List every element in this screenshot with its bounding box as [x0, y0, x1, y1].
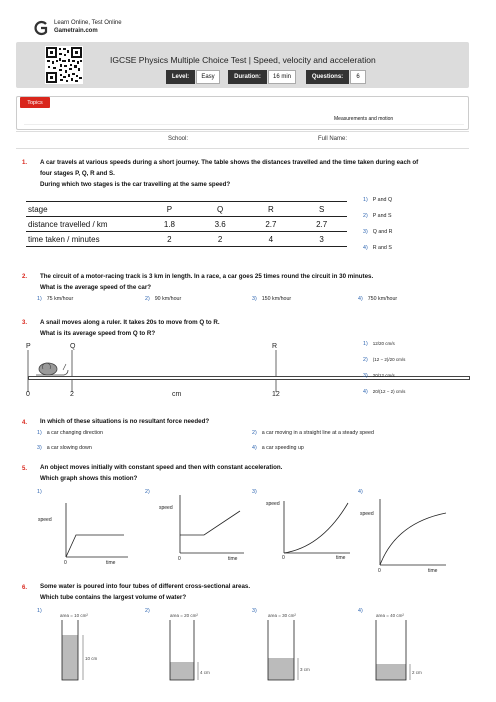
answer-option[interactable]: 1) 12/20 cm/s: [363, 341, 395, 347]
tube-area-label: area = 20 cm²: [170, 613, 198, 618]
question-line: Some water is poured into four tubes of different cross-sectional areas.: [40, 583, 251, 590]
level-label: Level:: [166, 70, 195, 84]
question-number: 1.: [22, 160, 28, 166]
question-number: 3.: [22, 320, 28, 326]
speed-time-graph-1: [36, 495, 136, 565]
table-cell: P: [144, 202, 195, 217]
duration-value: 16 min: [268, 70, 296, 84]
answer-option[interactable]: 1) 75 km/hour: [37, 296, 74, 302]
table-cell: distance travelled / km: [26, 217, 144, 232]
question-line: What is its average speed from Q to R?: [40, 330, 156, 337]
table-cell: S: [296, 202, 347, 217]
question-line: A snail moves along a ruler. It takes 20s to move from Q to R.: [40, 319, 220, 326]
stage-table: [26, 201, 347, 247]
speed-time-graph-2: [144, 495, 244, 565]
table-cell: 3: [296, 232, 347, 247]
graph-y-label: speed: [360, 511, 374, 517]
answer-option[interactable]: 4) 750 km/hour: [358, 296, 398, 302]
fullname-label: Full Name:: [318, 136, 348, 142]
answer-option[interactable]: 4): [358, 608, 363, 614]
table-cell: stage: [26, 202, 144, 217]
answer-option[interactable]: 2) 90 km/hour: [145, 296, 182, 302]
answer-option[interactable]: 1) a car changing direction: [37, 430, 103, 436]
tube-area-label: area = 30 cm²: [268, 613, 296, 618]
page-title: IGCSE Physics Multiple Choice Test | Speed, velocity and acceleration: [110, 55, 376, 65]
ruler-label-q: Q: [70, 343, 76, 350]
speed-time-graph-4: [356, 495, 466, 574]
table-cell: 3.6: [195, 217, 246, 232]
question-line: four stages P, Q, R and S.: [40, 170, 115, 177]
graph-origin: 0: [64, 560, 67, 566]
table-cell: 2: [144, 232, 195, 247]
speed-time-graph-3: [252, 495, 352, 565]
brand-site[interactable]: Gametrain.com: [54, 28, 98, 34]
tube-height-label: 4 cm: [200, 670, 210, 675]
tube-height-label: 2 cm: [412, 670, 422, 675]
questions-value: 6: [350, 70, 366, 84]
table-cell: R: [246, 202, 297, 217]
question-line: The circuit of a motor-racing track is 3 km in length. In a race, a car goes 25 times round the circuit in 30 minutes.: [40, 273, 374, 280]
answer-option[interactable]: 3): [252, 489, 257, 495]
graph-y-label: speed: [266, 501, 280, 507]
table-cell: 1.8: [144, 217, 195, 232]
table-cell: 4: [246, 232, 297, 247]
answer-option[interactable]: 4) R and S: [363, 245, 392, 251]
question-4-text: [40, 416, 480, 427]
question-line: During which two stages is the car travelling at the same speed?: [40, 181, 231, 188]
question-number: 2.: [22, 274, 28, 280]
table-cell: time taken / minutes: [26, 232, 144, 247]
answer-option[interactable]: 2) (12 − 2)/20 cm/s: [363, 357, 406, 363]
table-cell: 2.7: [246, 217, 297, 232]
tube-height-label: 10 cm: [85, 656, 98, 661]
graph-x-label: time: [228, 556, 238, 562]
graph-origin: 0: [282, 555, 285, 561]
answer-option[interactable]: 2): [145, 608, 150, 614]
school-label: School:: [168, 136, 189, 142]
ruler-label-0: 0: [26, 391, 30, 398]
level-value: Easy: [196, 70, 220, 84]
question-line: An object moves initially with constant speed and then with constant acceleration.: [40, 464, 283, 471]
table-row: [26, 232, 347, 247]
tube-area-label: area = 10 cm²: [60, 613, 88, 618]
brand-text: [54, 19, 122, 35]
tube-4: [372, 610, 434, 682]
answer-option[interactable]: 3) Q and R: [363, 229, 393, 235]
questions-label: Questions:: [306, 70, 349, 84]
answer-option[interactable]: 2) P and S: [363, 213, 392, 219]
ruler-label-unit: cm: [172, 391, 182, 398]
question-5-text: [40, 462, 480, 484]
divider: [16, 131, 469, 132]
question-number: 6.: [22, 585, 28, 591]
snail-icon: [36, 363, 68, 375]
graph-x-label: time: [336, 555, 346, 561]
ruler-label-p: P: [26, 343, 31, 350]
question-1-text: [40, 157, 480, 190]
question-line: A car travels at various speeds during a short journey. The table shows the distances travelled and the time taken during each of: [40, 159, 419, 166]
answer-option[interactable]: 1): [37, 608, 42, 614]
graph-x-label: time: [428, 568, 438, 574]
duration-label: Duration:: [228, 70, 267, 84]
question-number: 4.: [22, 420, 28, 426]
ruler-label-r: R: [272, 343, 278, 350]
divider: [24, 124, 464, 125]
question-3-text: [40, 317, 480, 339]
question-line: What is the average speed of the car?: [40, 284, 152, 291]
graph-y-label: speed: [38, 517, 52, 523]
question-3-options: [363, 341, 463, 401]
table-cell: Q: [195, 202, 246, 217]
answer-option[interactable]: 3) 150 km/hour: [252, 296, 292, 302]
answer-option[interactable]: 4) a car speeding up: [252, 445, 304, 451]
tube-area-label: area = 40 cm²: [376, 613, 404, 618]
brand-tagline: Learn Online, Test Online: [54, 20, 122, 26]
graph-origin: 0: [178, 556, 181, 562]
topics-tag: Topics: [20, 97, 50, 108]
tube-height-label: 3 cm: [300, 667, 310, 672]
graph-y-label: speed: [159, 505, 173, 511]
answer-option[interactable]: 1): [37, 489, 42, 495]
answer-option[interactable]: 1) P and Q: [363, 197, 393, 203]
tube-1: [54, 610, 114, 682]
question-number: 5.: [22, 466, 28, 472]
question-2-text: [40, 271, 480, 293]
snail-ruler-diagram: [26, 350, 326, 390]
tube-3: [264, 610, 324, 682]
answer-option[interactable]: 3) a car slowing down: [37, 445, 92, 451]
answer-option[interactable]: 2): [145, 489, 150, 495]
question-line: Which graph shows this motion?: [40, 475, 138, 482]
divider: [16, 148, 469, 149]
ruler-label-12: 12: [272, 391, 280, 398]
tube-2: [160, 610, 220, 682]
question-6-text: [40, 581, 480, 603]
gametrain-logo: [33, 22, 49, 34]
topic-item[interactable]: Measurements and motion: [334, 116, 394, 122]
question-line: Which tube contains the largest volume of water?: [40, 594, 187, 601]
table-cell: 2: [195, 232, 246, 247]
answer-option[interactable]: 3) 20/12 cm/s: [363, 373, 395, 379]
answer-option[interactable]: 4) 20/(12 − 2) cm/s: [363, 389, 406, 395]
table-row: [26, 202, 347, 217]
table-cell: 2.7: [296, 217, 347, 232]
table-row: [26, 217, 347, 232]
ruler-label-2: 2: [70, 391, 74, 398]
question-line: In which of these situations is no resultant force needed?: [40, 418, 210, 425]
answer-option[interactable]: 2) a car moving in a straight line at a steady speed: [252, 430, 374, 436]
qr-code-icon: [45, 46, 83, 84]
graph-x-label: time: [106, 560, 116, 566]
graph-origin: 0: [378, 568, 381, 574]
answer-option[interactable]: 3): [252, 608, 257, 614]
answer-option[interactable]: 4): [358, 489, 363, 495]
